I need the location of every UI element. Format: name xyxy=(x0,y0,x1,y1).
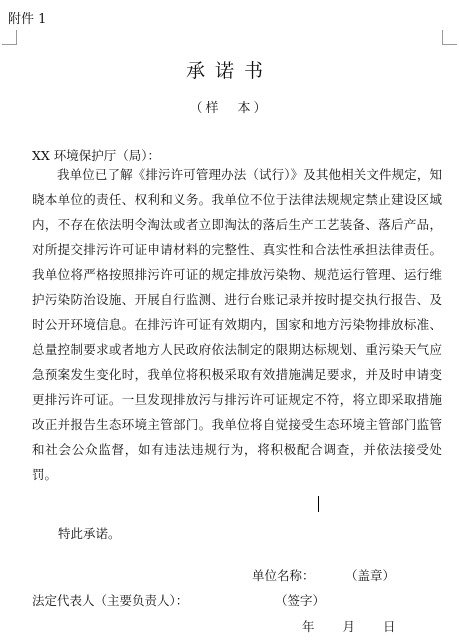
body-paragraph[interactable]: 我单位已了解《排污许可管理办法（试行）》及其他相关文件规定，知晓本单位的责任、权利和义务。我单位不位于法律法规规定禁止建设区域内，不存在依法明令淘汰或者立即淘汰的落后生产工艺装备、落后产品，对所提交排污许可证申请材料的完整性、真实性和合法性承担法律责任。我单位将严格按照排污许可证的规定排放污染物、规范运行管理、运行维护污染防治设施、开展自行监测、进行台账记录并按时提交执行报告、及时公开环境信息。在排污许可证有效期内，国家和地方污染物排放标准、总量控制要求或者地方人民政府依法制定的限期达标规划、重污染天气应急预案发生变化时，我单位将积极采取有效措施满足要求，并及时申请变更排污许可证。一旦发现排放污与排污许可证规定不符，将立即采取措施改正并报告生态环境主管部门。我单位将自觉接受生态环境主管部门监管和社会公众监督，如有违法违规行为，将积极配合调查，并依法接受处罚。 xyxy=(32,167,442,482)
page-corner-mark-left xyxy=(2,30,17,45)
seal-label: （盖章） xyxy=(345,568,396,583)
closing-line: 特此承诺。 xyxy=(58,526,121,541)
representative-label: 法定代表人（主要负责人）： xyxy=(32,593,189,608)
date-line: 年 月 日 xyxy=(302,619,396,634)
addressee-line: XX 环境保护厅（局）： xyxy=(32,148,161,163)
page-corner-mark-right xyxy=(442,30,457,45)
attachment-label: 附件 1 xyxy=(8,12,47,27)
text-cursor xyxy=(318,496,319,512)
unit-name-label: 单位名称： xyxy=(252,568,315,583)
document-title: 承诺书 xyxy=(185,60,273,82)
signature-label: （签字） xyxy=(275,593,326,608)
document-subtitle: （样 本） xyxy=(189,101,270,116)
